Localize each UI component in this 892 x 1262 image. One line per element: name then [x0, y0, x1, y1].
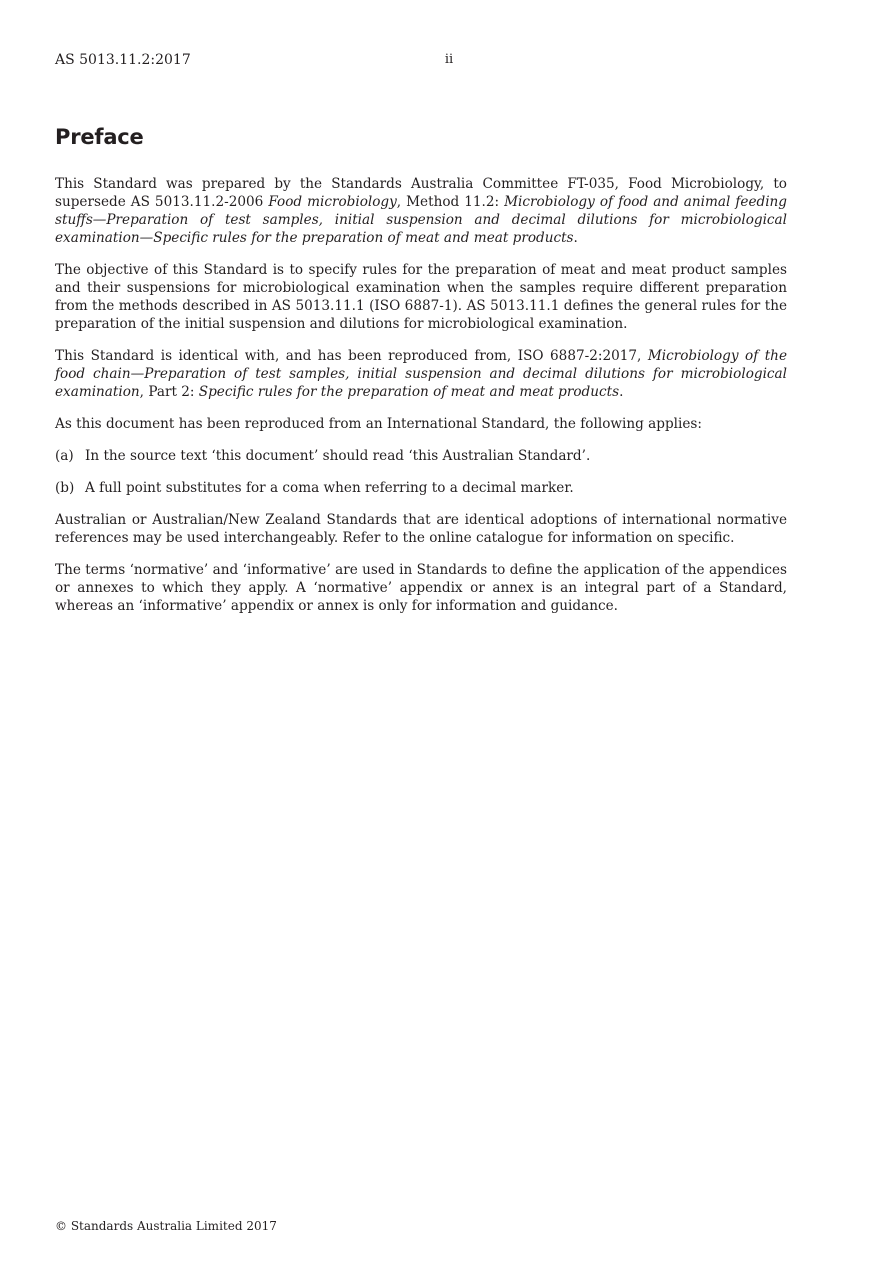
- italic-run: Specific rules for the preparation of meat and meat products: [198, 384, 620, 400]
- paragraph-identical: [55, 347, 787, 401]
- list-item: [55, 447, 787, 465]
- paragraph-normative: The terms ‘normative’ and ‘informative’ are used in Standards to define the application of the appendices or annexes to which they apply. A ‘normative’ appendix or annex is an integral part of a Standard, whereas an ‘informative’ appendix or annex is only for information and guidance.: [55, 562, 787, 614]
- text-run: This Standard was prepared by the Standards Australia Committee FT-035, Food Microbiology, to supersede AS 5013.11.2-2006: [55, 176, 787, 210]
- paragraph-committee: [55, 175, 787, 247]
- page-number: ii: [444, 52, 454, 67]
- page-title: Preface: [55, 125, 144, 149]
- list-item-label: (b): [55, 480, 75, 496]
- text-run: .: [619, 384, 624, 400]
- text-run: , Method 11.2:: [396, 194, 505, 210]
- italic-run: Microbiology of food and animal feeding stuffs—Preparation of test samples, initial suspension and decimal dilutions for microbiological examination—Specific rules for the preparation of meat and meat products: [55, 194, 787, 246]
- italic-run: Food microbiology: [268, 194, 397, 210]
- copyright-footer: © Standards Australia Limited 2017: [55, 1219, 277, 1233]
- preface-body: [55, 175, 787, 615]
- paragraph-objective: The objective of this Standard is to specify rules for the preparation of meat and meat product samples and their suspensions for microbiological examination when the samples require different preparation from the methods described in AS 5013.11.1 (ISO 6887-1). AS 5013.11.1 defines the general rules for the preparation of the initial suspension and dilutions for microbiological examination.: [55, 262, 787, 332]
- list-item-label: (a): [55, 448, 74, 464]
- text-run: , Part 2:: [139, 384, 199, 400]
- list-item: [55, 479, 787, 497]
- list-item-text: A full point substitutes for a coma when referring to a decimal marker.: [85, 480, 574, 496]
- document-id: AS 5013.11.2:2017: [55, 52, 191, 68]
- paragraph-applies: As this document has been reproduced from an International Standard, the following applies:: [55, 416, 702, 432]
- italic-run: Microbiology of the food chain—Preparation of test samples, initial suspension and decimal dilutions for microbiological examination: [55, 348, 787, 400]
- paragraph-references: Australian or Australian/New Zealand Standards that are identical adoptions of international normative references may be used interchangeably. Refer to the online catalogue for information on specific.: [55, 512, 787, 546]
- list-item-text: In the source text ‘this document’ should read ‘this Australian Standard’.: [85, 448, 591, 464]
- text-run: This Standard is identical with, and has been reproduced from, ISO 6887-2:2017,: [55, 348, 648, 364]
- text-run: .: [573, 230, 578, 246]
